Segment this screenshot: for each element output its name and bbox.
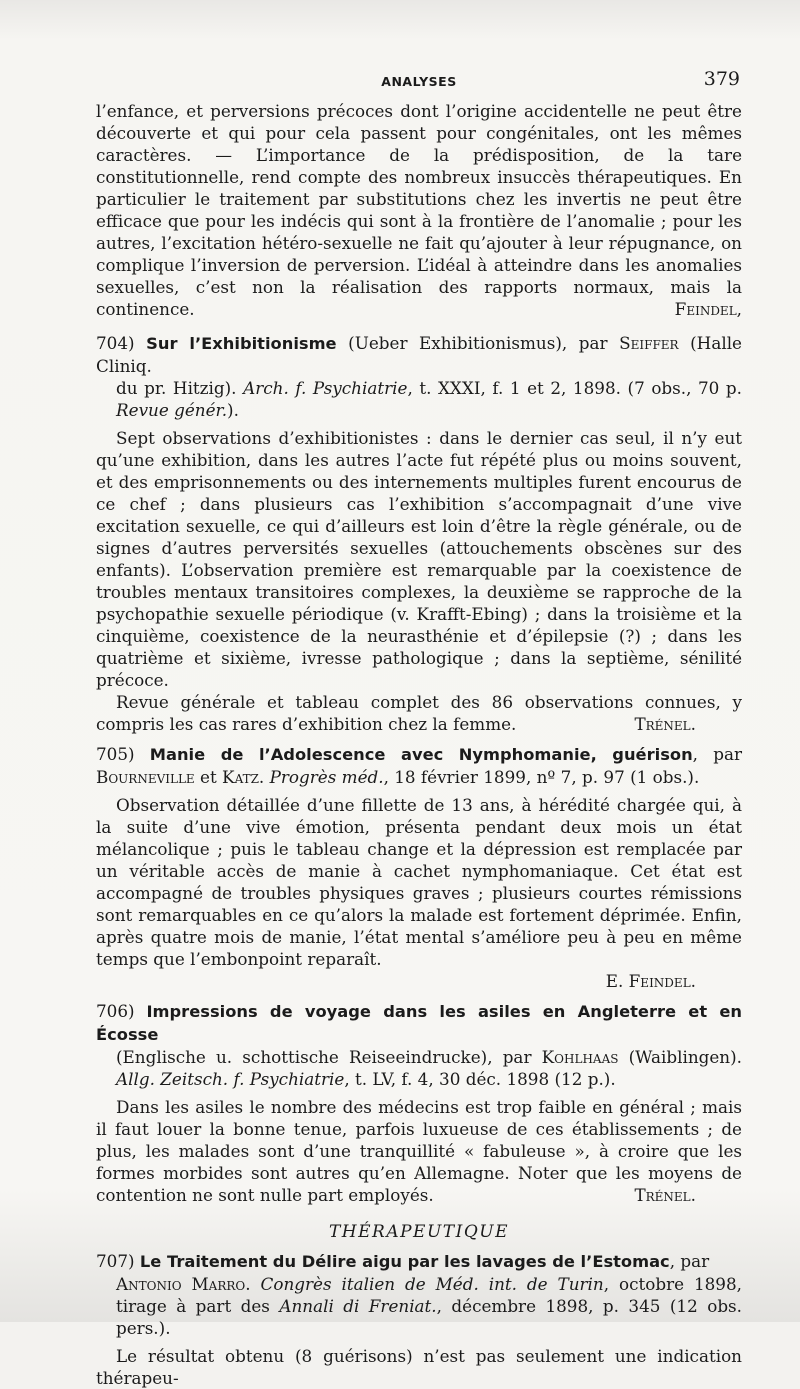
body-paragraph: Observation détaillée d’une fillette de 13 ans, à hérédité chargée qui, à la suite d’une vive émotion, présenta pendant deux mois un état mélancolique ; puis le tableau change et la dépression est remplacée par un véritable accès de manie à cachet nymphomaniaque. Cet état est accompagné de troubles physiques graves ; plusieurs courtes rémissions sont remarquables en ce qu’alors la malade est fortement déprimée. Enfin, après quatre mois de manie, l’état mental s’améliore peu à peu en même temps que l’embonpoint reparaît.	[96, 795, 742, 969]
body-paragraph: Le résultat obtenu (8 guérisons) n’est pas seulement une indication thérapeu-	[96, 1346, 742, 1388]
body-paragraph: Sept observations d’exhibitionistes : dans le dernier cas seul, il n’y eut qu’une exhibition, dans les autres l’acte fut répété plus ou moins souvent, et des emprisonnements ou des internements multiples furent encourus de ce chef ; dans plusieurs cas l’exhibition s’accompagnait d’une vive excitation sexuelle, ce qui d’ailleurs est loin d’être la règle générale, ou de signes d’autres perversités sexuelles (attouchements obscènes sur des enfants). L’observation première est remarquable par la coexistence de troubles mentaux transitoires complexes, la deuxième se rapproche de la psychopathie sexuelle périodique (v. Krafft-Ebing) ; dans la troisième et la cinquième, coexistence de la neurasthénie et d’épilepsie (?) ; dans les quatrième et sixième, ivresse pathologique ; dans la septième, sénilité précoce.	[96, 428, 742, 690]
entry-ref: et	[194, 767, 223, 787]
entry-title: Manie de l’Adolescence avec Nymphomanie, guérison	[149, 745, 693, 764]
entry-journal: Allg. Zeitsch. f. Psychiatrie	[116, 1069, 345, 1089]
entry-ref: (Englische u. schottische Reiseeindrucke), par	[116, 1047, 542, 1067]
entry-707-body	[96, 1345, 742, 1389]
entry-journal-2: Annali di Freniat.	[279, 1296, 437, 1316]
entry-705-body	[96, 794, 742, 992]
entry-signature: Trénel.	[634, 714, 696, 734]
entry-heading-cont	[96, 1046, 742, 1090]
entry-ref: , 18 février 1899, nº 7, p. 97 (1 obs.).	[383, 767, 700, 787]
body-paragraph-text: Revue générale et tableau complet des 86 observations connues, y compris les cas rares d’exhibition chez la femme.	[96, 692, 742, 734]
entry-ref: , décembre 1898, p. 345 (12 obs. pers.).	[116, 1296, 743, 1338]
entry-ref: ).	[227, 400, 239, 420]
entry-ref: (Ueber Exhibitionismus), par	[336, 333, 620, 353]
entry-ref: , par	[669, 1251, 710, 1271]
entry-ref: du pr. Hitzig).	[116, 378, 244, 398]
intro-text: l’enfance, et perversions précoces dont l’origine accidentelle ne peut être découverte et qui pour cela passent pour congénitales, ont les mêmes caractères. — L’importance de la prédisposition, de la tare constitutionnelle, rend compte des nombreux insuccès thérapeutiques. En particulier le traitement par substitutions chez les invertis ne peut être efficace que pour les indécis qui sont à la frontière de l’anomalie ; pour les autres, l’excitation hétéro-sexuelle ne fait qu’ajouter à leur répugnance, on complique l’inversion de perversion. L’idéal à atteindre dans les anomalies sexuelles, c’est non la réalisation des rapports normaux, mais la continence.	[96, 101, 742, 319]
entry-journal: Progrès méd.	[269, 767, 384, 787]
body-paragraph	[96, 1096, 742, 1206]
entry-707-heading	[96, 1250, 742, 1339]
entry-ref: (Halle Cliniq.	[96, 333, 742, 376]
running-head: ANALYSES	[381, 74, 457, 89]
entry-number: 704)	[96, 333, 135, 353]
entry-heading-cont	[96, 377, 742, 421]
entry-number: 706)	[96, 1001, 135, 1021]
entry-journal: Congrès italien de Méd. int. de Turin	[260, 1274, 604, 1294]
entry-signature: E. Feindel.	[605, 971, 696, 991]
intro-paragraph	[96, 100, 742, 320]
section-title: THÉRAPEUTIQUE	[328, 1222, 510, 1242]
entry-706-body	[96, 1096, 742, 1206]
entry-705	[96, 743, 742, 992]
entry-signature: Trénel.	[634, 1185, 696, 1205]
entry-705-heading	[96, 743, 742, 788]
entry-heading-cont	[96, 1273, 742, 1339]
entry-ref: (Waiblingen).	[618, 1047, 742, 1067]
entry-704	[96, 332, 742, 735]
entry-ref: , t. LV, f. 4, 30 déc. 1898 (12 p.).	[344, 1069, 616, 1089]
entry-number: 705)	[96, 744, 135, 764]
entry-ref: , octobre 1898, tirage à part des	[116, 1274, 742, 1316]
entry-title: Sur l’Exhibitionisme	[146, 334, 337, 353]
entry-706	[96, 1000, 742, 1206]
entry-author-2: Katz	[222, 767, 259, 787]
entry-707	[96, 1250, 742, 1389]
intro-signature: Feindel,	[674, 299, 742, 319]
entry-author: Antonio Marro	[116, 1274, 246, 1294]
entry-704-body	[96, 427, 742, 735]
entry-ref: , t. XXXI, f. 1 et 2, 1898. (7 obs., 70 p.	[407, 378, 743, 398]
entry-704-heading	[96, 332, 742, 421]
entry-title: Le Traitement du Délire aigu par les lavages de l’Estomac	[139, 1252, 670, 1271]
body-paragraph-text: Dans les asiles le nombre des médecins est trop faible en général ; mais il faut louer la bonne tenue, parfois luxueuse de ces établissements ; de plus, les malades sont d’une tranquillité « fabuleuse », à croire que les formes morbides sont autres qu’en Allemagne. Noter que les moyens de contention ne sont nulle part employés.	[96, 1097, 742, 1205]
page-number: 379	[703, 68, 740, 90]
entry-author: Seiffer	[619, 333, 679, 353]
entry-journal: Arch. f. Psychiatrie	[243, 378, 408, 398]
body-paragraph	[96, 691, 742, 735]
entry-title: Impressions de voyage dans les asiles en Angleterre et en Écosse	[96, 1002, 742, 1044]
entry-ref: .	[245, 1274, 261, 1294]
entry-journal-end: Revue génér.	[116, 400, 228, 420]
entry-number: 707)	[96, 1251, 135, 1271]
entry-706-heading	[96, 1000, 742, 1090]
entry-ref: , par	[692, 744, 742, 764]
page-header	[96, 62, 742, 100]
entry-author: Bourneville	[96, 767, 195, 787]
entry-ref: .	[258, 767, 270, 787]
entry-author: Kohlhaas	[541, 1047, 619, 1067]
